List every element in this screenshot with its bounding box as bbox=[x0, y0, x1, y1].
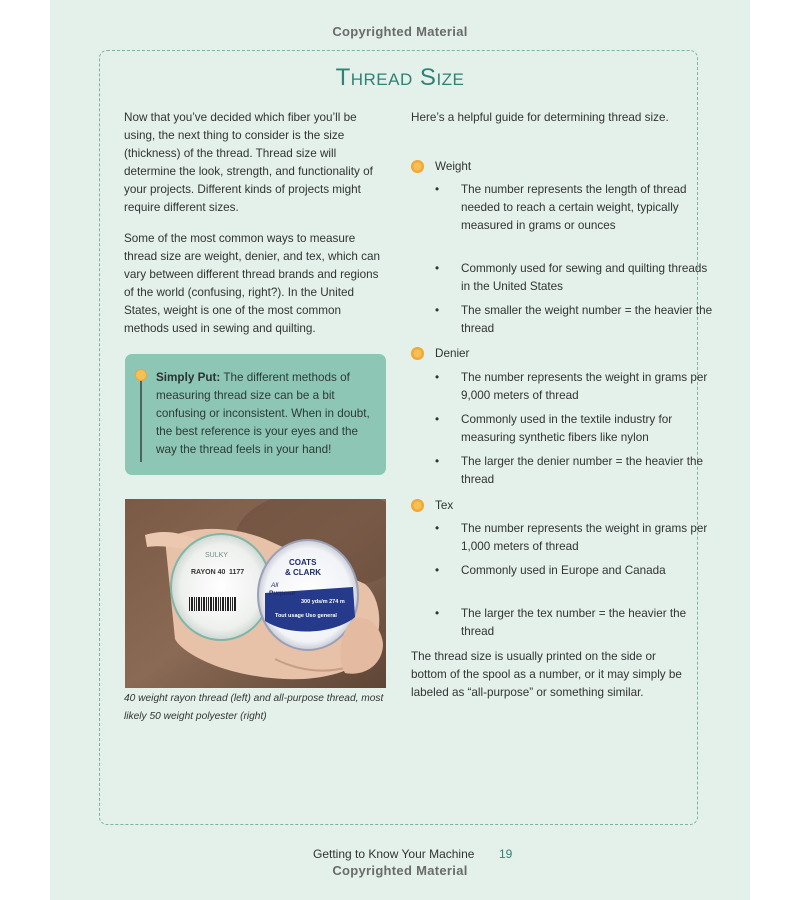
bullet-dot: • bbox=[435, 455, 440, 468]
page-number: 19 bbox=[499, 847, 513, 861]
simply-put-text bbox=[156, 369, 378, 459]
page-title: Thread Size bbox=[335, 64, 465, 91]
simply-put-label: Simply Put: bbox=[156, 371, 221, 384]
list-item-text: Commonly used in the textile industry for measuring synthetic fibers like nylon bbox=[461, 413, 673, 444]
bullet-circle-icon bbox=[411, 347, 424, 360]
footer-chapter-title: Getting to Know Your Machine bbox=[313, 847, 475, 861]
list-item-text: Commonly used for sewing and quilting threads in the United States bbox=[461, 262, 708, 293]
right-spool-usage: Tout usage Uso general bbox=[275, 613, 337, 619]
left-spool-label: RAYON 40 bbox=[191, 569, 226, 576]
list-item-text: The number represents the weight in grams per 9,000 meters of thread bbox=[461, 371, 708, 402]
bullet-dot: • bbox=[435, 304, 440, 317]
guide-intro: Here’s a helpful guide for determining thread size. bbox=[411, 111, 669, 124]
bullet-circle-icon bbox=[411, 499, 424, 512]
list-item-text: The number represents the length of thread needed to reach a certain weight, typically measured in grams or ounces bbox=[461, 183, 687, 232]
bullet-dot: • bbox=[435, 262, 440, 275]
guide-heading-label: Weight bbox=[435, 159, 472, 173]
intro-paragraph-2: Some of the most common ways to measure thread size are weight, denier, and tex, which can vary between different thread brands and regions of the world (confusing, right?). In the United States, weight is one of the most common methods used in sewing and quilting. bbox=[124, 232, 380, 335]
left-spool-brand: SULKY bbox=[205, 552, 228, 559]
list-item-text: The number represents the weight in grams per 1,000 meters of thread bbox=[461, 522, 708, 553]
bullet-dot: • bbox=[435, 413, 440, 426]
list-item-text: The larger the tex number = the heavier the thread bbox=[461, 607, 687, 638]
book-page bbox=[50, 0, 750, 900]
intro-paragraph-1: Now that you’ve decided which fiber you’ll be using, the next thing to consider is the size (thickness) of the thread. Thread size will determine the look, strength, and functionality of your projects. Different kinds of projects might require different sizes. bbox=[124, 111, 373, 214]
right-spool-line2: Purpose bbox=[269, 590, 296, 597]
list-item-text: Commonly used in Europe and Canada bbox=[461, 564, 666, 577]
spools-photo bbox=[125, 499, 386, 688]
right-spool-line1: All bbox=[271, 582, 279, 589]
right-spool-size: 300 yds/m 274 m bbox=[301, 599, 345, 605]
bullet-dot: • bbox=[435, 607, 440, 620]
guide-heading-label: Denier bbox=[435, 346, 470, 360]
list-item-text: The smaller the weight number = the heavier the thread bbox=[461, 304, 713, 335]
sewing-pin-icon bbox=[134, 368, 148, 464]
simply-put-body: The different methods of measuring thread size can be a bit confusing or inconsistent. When in doubt, the best reference is your eyes and the way the thread feels in your hand! bbox=[156, 371, 370, 456]
copyright-top: Copyrighted Material bbox=[332, 24, 468, 39]
right-spool-brand-2: & CLARK bbox=[285, 568, 321, 577]
bullet-dot: • bbox=[435, 183, 440, 196]
bullet-dot: • bbox=[435, 371, 440, 384]
photo-caption: 40 weight rayon thread (left) and all-purpose thread, most likely 50 weight polyester (right) bbox=[124, 693, 384, 722]
guide-heading-tex bbox=[411, 496, 453, 514]
guide-heading-weight bbox=[411, 157, 471, 175]
copyright-bottom: Copyrighted Material bbox=[332, 863, 468, 878]
guide-heading-label: Tex bbox=[435, 498, 454, 512]
left-spool-number: 1177 bbox=[229, 569, 245, 576]
simply-put-box bbox=[125, 354, 386, 475]
bullet-dot: • bbox=[435, 522, 440, 535]
right-spool-brand-1: COATS bbox=[289, 558, 317, 567]
guide-heading-denier bbox=[411, 344, 469, 362]
list-item-text: The larger the denier number = the heavier the thread bbox=[461, 455, 704, 486]
bullet-circle-icon bbox=[411, 160, 424, 173]
closing-paragraph: The thread size is usually printed on the side or bottom of the spool as a number, or it may simply be labeled as “all-purpose” or something similar. bbox=[411, 650, 682, 699]
bullet-dot: • bbox=[435, 564, 440, 577]
